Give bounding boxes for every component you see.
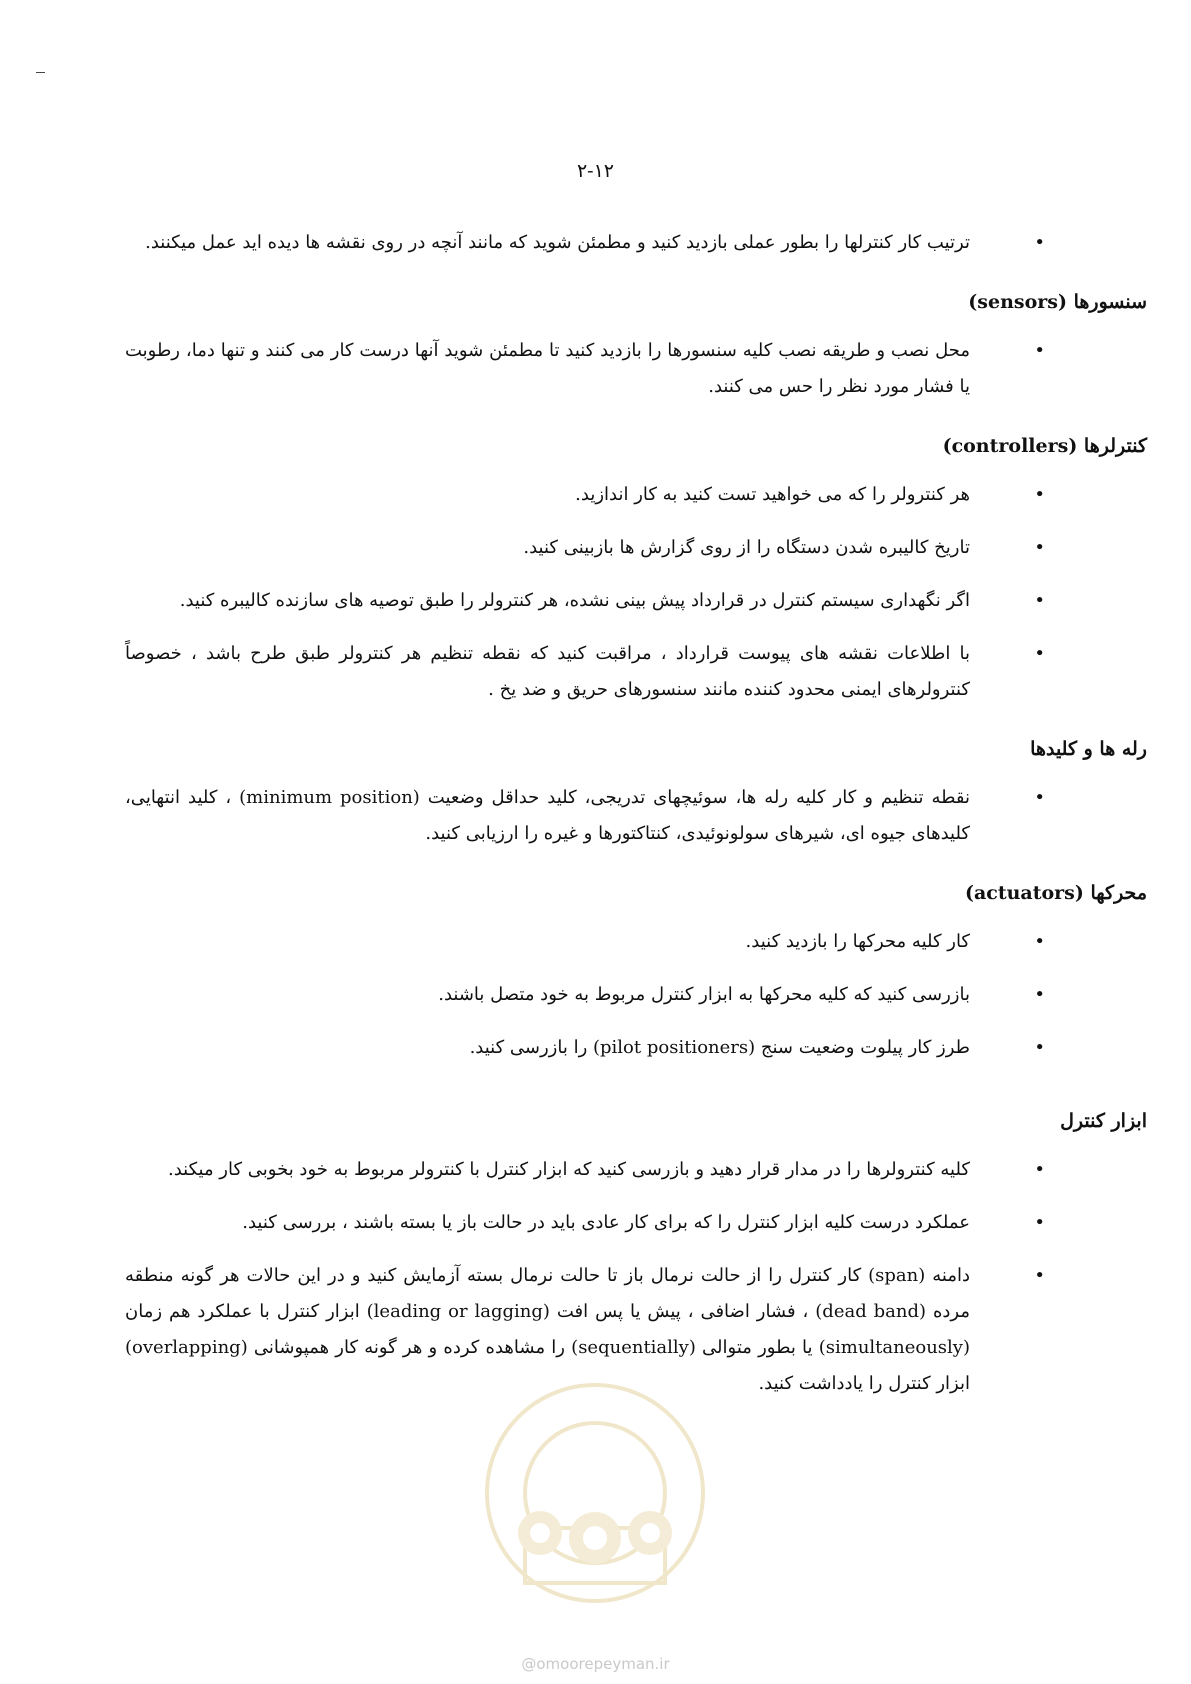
list-item	[125, 924, 1045, 960]
list-item	[125, 1205, 1045, 1241]
bullet-icon: •	[1034, 484, 1045, 505]
section-heading-controllers: کنترلرها (controllers)	[942, 435, 1147, 457]
list-item-text: کلیه کنترولرها را در مدار قرار دهید و بازرسی کنید که ابزار کنترل با کنترولر مربوط به خود بخوبی کار میکند.	[167, 1159, 970, 1180]
list-item-text: عملکرد درست کلیه ابزار کنترل را که برای کار عادی باید در حالت باز یا بسته باشند ، بررسی کنید.	[242, 1212, 970, 1233]
bullet-icon: •	[1034, 787, 1045, 808]
bullet-icon: •	[1034, 984, 1045, 1005]
list-item	[125, 530, 1045, 566]
list-item	[125, 636, 1045, 708]
list-item-text: کار کلیه محرکها را بازدید کنید.	[745, 931, 970, 952]
bullet-icon: •	[1034, 1159, 1045, 1180]
bullet-icon: •	[1034, 1212, 1045, 1233]
bullet-icon: •	[1034, 340, 1045, 361]
bullet-icon: •	[1034, 232, 1045, 253]
list-item	[125, 477, 1045, 513]
at-icon: @	[521, 1655, 537, 1673]
list-item-text: با اطلاعات نقشه های پیوست قرارداد ، مراقبت کنید که نقطه تنظیم هر کنترولر طبق طرح باشد ، خصوصاً کنترولرهای ایمنی محدود کننده مانند سنسورهای حریق و ضد یخ .	[125, 643, 970, 700]
bullet-icon: •	[1034, 537, 1045, 558]
list-item-text: اگر نگهداری سیستم کنترل در قرارداد پیش بینی نشده، هر کنترولر را طبق توصیه های سازنده کالیبره کنید.	[179, 590, 970, 611]
list-item	[125, 780, 1045, 852]
list-item-text: دامنه (span) کار کنترل را از حالت نرمال باز تا حالت نرمال بسته آزمایش کنید و در این حالات هر گونه منطقه مرده (dead band) ، فشار اضافی ، پیش یا پس افت (leading or lagging) ابزار کنترل با عملکرد هم زمان (simultaneously) یا بطور متوالی (sequentially) را مشاهده کرده و هر گونه کار همپوشانی (overlapping) ابزار کنترل را یادداشت کنید.	[125, 1265, 971, 1394]
section-heading-control-tools: ابزار کنترل	[1060, 1110, 1147, 1132]
list-item	[125, 333, 1045, 405]
bullet-icon: •	[1034, 590, 1045, 611]
list-item	[125, 583, 1045, 619]
seal-outer-ring	[487, 1385, 703, 1601]
list-item-text: طرز کار پیلوت وضعیت سنج (pilot positioners) را بازرسی کنید.	[469, 1037, 970, 1058]
website-text: omoorepeyman.ir	[536, 1655, 670, 1673]
list-item	[125, 225, 1045, 261]
bullet-icon: •	[1034, 1265, 1045, 1286]
list-item-text: ترتیب کار کنترلها را بطور عملی بازدید کنید و مطمئن شوید که مانند آنچه در روی نقشه ها دیده اید عمل میکنند.	[145, 232, 970, 253]
bullet-icon: •	[1034, 931, 1045, 952]
list-item-text: هر کنترولر را که می خواهید تست کنید به کار اندازید.	[575, 484, 970, 505]
document-body	[125, 225, 1147, 1402]
page-number: ۲-۱۲	[576, 160, 615, 182]
list-item	[125, 1030, 1045, 1066]
list-item-text: نقطه تنظیم و کار کلیه رله ها، سوئیچهای تدریجی، کلید حداقل وضعیت (minimum position) ، کلید انتهایی، کلیدهای جیوه ای، شیرهای سولونوئیدی، کنتاکتورها و غیره را ارزیابی کنید.	[125, 787, 970, 844]
footer-website	[0, 1655, 1191, 1673]
section-heading-sensors: سنسورها (sensors)	[968, 291, 1147, 313]
list-item-text: تاریخ کالیبره شدن دستگاه را از روی گزارش ها بازبینی کنید.	[523, 537, 970, 558]
bullet-icon: •	[1034, 643, 1045, 664]
corner-mark	[36, 72, 45, 73]
watermark-seal	[480, 1378, 710, 1608]
list-item	[125, 977, 1045, 1013]
list-item-text: محل نصب و طریقه نصب کلیه سنسورها را بازدید کنید تا مطمئن شوید آنها درست کار می کنند و تنها دما، رطوبت یا فشار مورد نظر را حس می کنند.	[125, 340, 970, 397]
list-item	[125, 1152, 1045, 1188]
list-item-text: بازرسی کنید که کلیه محرکها به ابزار کنترل مربوط به خود متصل باشند.	[438, 984, 970, 1005]
bullet-icon: •	[1034, 1037, 1045, 1058]
section-heading-actuators: محرکها (actuators)	[964, 882, 1147, 904]
section-heading-relays: رله ها و کلیدها	[1030, 738, 1147, 760]
